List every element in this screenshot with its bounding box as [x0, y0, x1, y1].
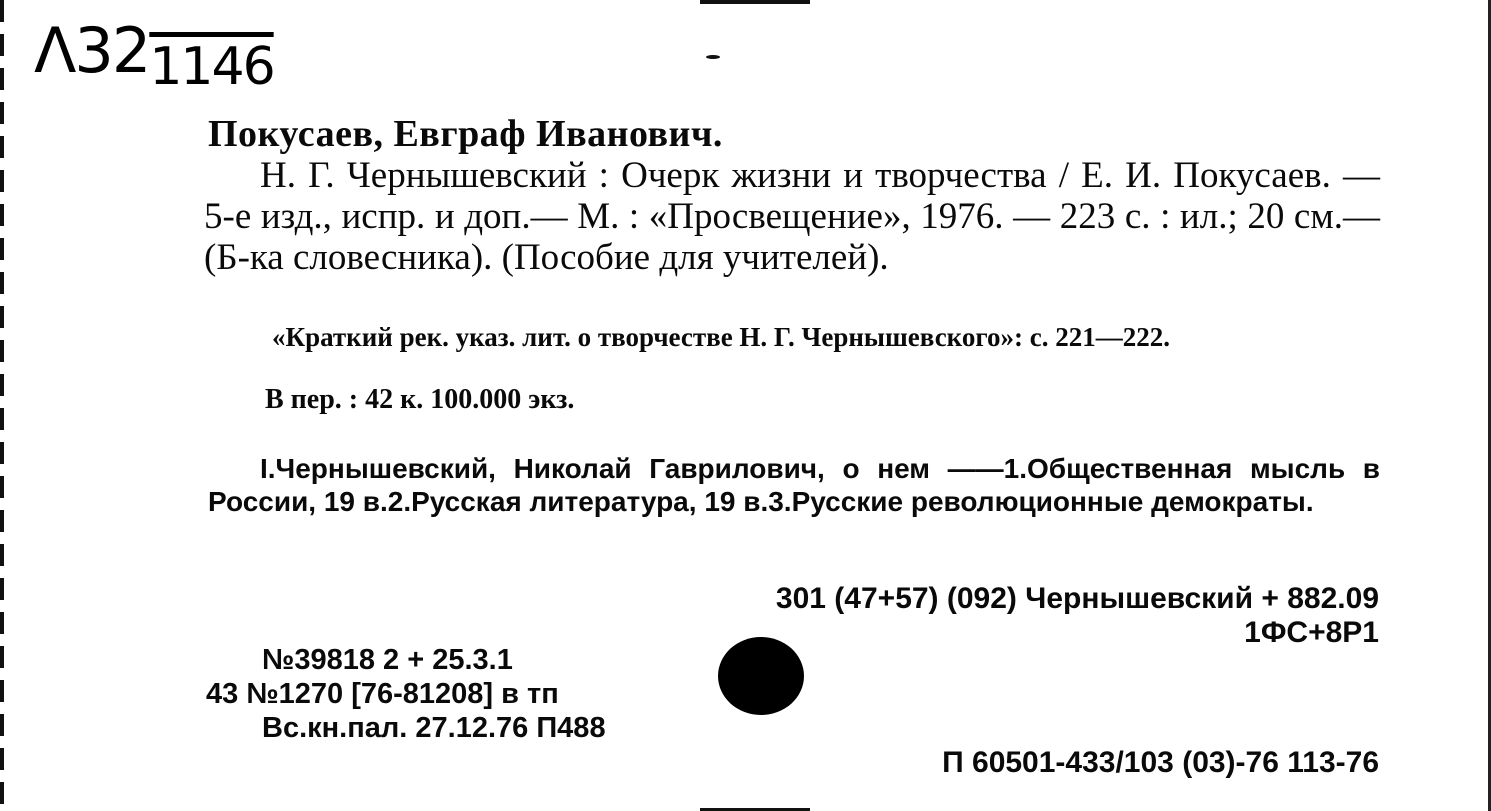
card-top-mark [700, 0, 810, 4]
description-text: Н. Г. Чернышевский : Очерк жизни и творчества / Е. И. Покусаев. — 5-е изд., испр. и доп.— М. : «Просвещение», 1976. — 223 с. : ил.; 20 см.— (Б-ка словесника). (Пособие для учителей). [204, 155, 1380, 278]
note-text: «Краткий рек. указ. лит. о творчестве Н. Г. Чернышевского»: с. 221—222. [272, 322, 1170, 352]
price-line: В пер. : 42 к. 100.000 экз. [265, 384, 575, 415]
card-number-line-3: Вс.кн.пал. 27.12.76 П488 [262, 712, 606, 744]
classification-line-2: 1ФС+8Р1 [1244, 616, 1379, 649]
shelf-mark-main: Λ32 [34, 14, 150, 87]
card-number-line-2: 43 №1270 [76-81208] в тп [206, 678, 559, 710]
publisher-code: П 60501-433/103 (03)-76 113-76 [942, 746, 1379, 779]
card-left-edge [0, 0, 4, 811]
card-number-line-1: №39818 2 + 25.3.1 [262, 644, 513, 676]
punch-hole [718, 637, 804, 715]
handwritten-shelf-mark [34, 14, 274, 97]
subject-tracings [208, 452, 1380, 518]
bibliographic-description [204, 155, 1380, 278]
ink-speck [706, 55, 720, 59]
bibliography-note [206, 322, 1382, 353]
shelf-mark-sub: 1146 [149, 37, 274, 97]
author-heading: Покусаев, Евграф Иванович. [208, 113, 723, 155]
tracings-text: I.Чернышевский, Николай Гаврилович, о нем ——1.Общественная мысль в России, 19 в.2.Русская литература, 19 в.3.Русские революционные демократы. [208, 453, 1380, 517]
classification-line-1: 301 (47+57) (092) Чернышевский + 882.09 [775, 582, 1379, 615]
